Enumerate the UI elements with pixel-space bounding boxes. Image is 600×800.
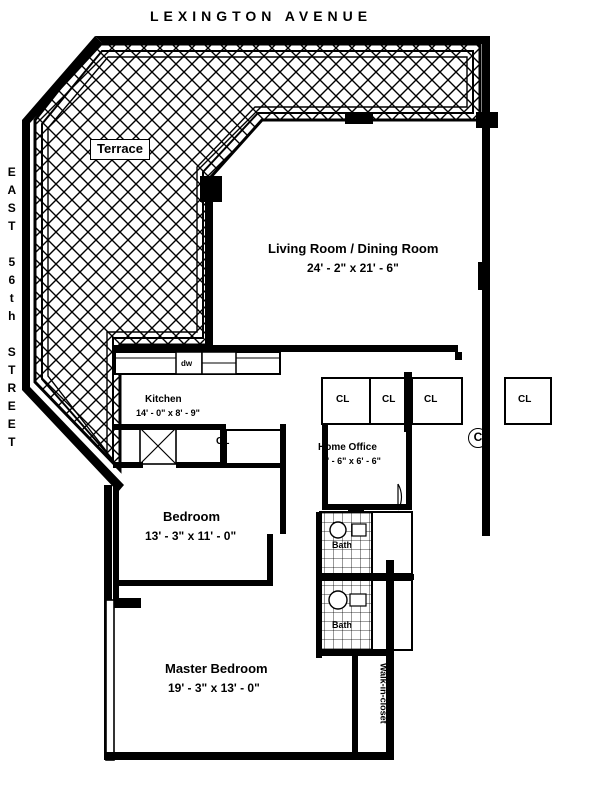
room-label-kitchen: Kitchen [145, 394, 182, 405]
street-label-left: EAST 56th STREET [4, 165, 19, 453]
room-dim-living-room: 24' - 2" x 21' - 6" [307, 261, 399, 275]
dishwasher-label: dw [181, 359, 193, 368]
room-dim-kitchen: 14' - 0" x 8' - 9" [136, 408, 200, 418]
bedroom-walls [106, 485, 273, 760]
bath-2 [318, 574, 414, 650]
room-label-living-room: Living Room / Dining Room [268, 241, 439, 256]
room-label-bedroom: Bedroom [163, 509, 221, 524]
room-label-master-bedroom: Master Bedroom [165, 661, 268, 676]
room-label-home-office: Home Office [318, 442, 377, 453]
closet-label-kitchen: CL [216, 436, 230, 447]
kitchen [113, 352, 286, 534]
room-label-bath-1: Bath [332, 540, 352, 550]
closet-label-1: CL [336, 394, 350, 405]
closet-label-2: CL [382, 394, 396, 405]
room-dim-master-bedroom: 19' - 3" x 13' - 0" [168, 681, 260, 695]
closet-label-4: CL [518, 394, 532, 405]
room-label-bath-2: Bath [332, 620, 352, 630]
compass-icon: C [468, 428, 488, 448]
room-label-terrace: Terrace [90, 139, 150, 160]
closet-label-3: CL [424, 394, 438, 405]
street-label-top: LEXINGTON AVENUE [150, 8, 373, 24]
room-dim-bedroom: 13' - 3" x 11' - 0" [145, 529, 237, 543]
room-label-walk-in-closet: Walk-in-closet [378, 663, 389, 724]
home-office-walls [322, 424, 412, 520]
room-dim-home-office: 7' - 6" x 6' - 6" [322, 456, 381, 466]
